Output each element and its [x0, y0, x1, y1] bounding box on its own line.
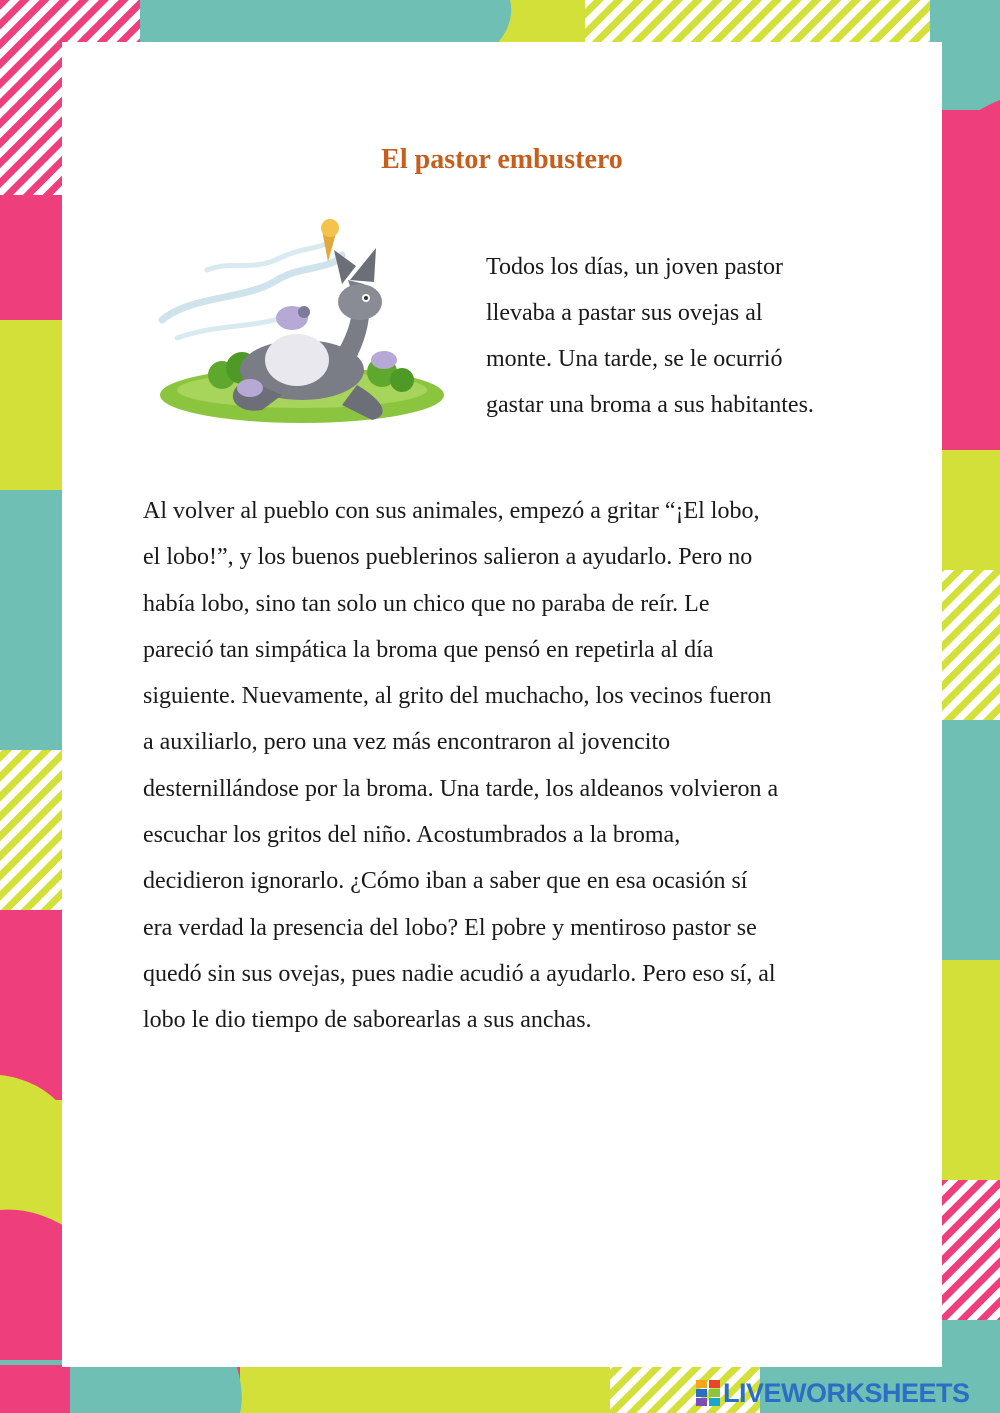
story-line: el lobo!”, y los buenos pueblerinos salieron a ayudarlo. Pero no	[143, 544, 753, 571]
story-line: quedó sin sus ovejas, pues nadie acudió a ayudarlo. Pero eso sí, al	[143, 960, 776, 987]
story-line: Al volver al pueblo con sus animales, empezó a gritar “¡El lobo,	[143, 498, 760, 524]
story-line: decidieron ignorarlo. ¿Cómo iban a saber que en esa ocasión sí	[143, 868, 748, 895]
worksheet-page	[62, 42, 942, 1367]
intro-line: Todos los días, un joven pastor	[486, 254, 783, 280]
wolf-illustration	[152, 210, 462, 432]
story-line: siguiente. Nuevamente, al grito del muchacho, los vecinos fueron	[143, 683, 772, 710]
watermark-text: LIVEWORKSHEETS	[723, 1377, 970, 1408]
intro-line: monte. Una tarde, se le ocurrió	[486, 346, 783, 372]
story-line: a auxiliarlo, pero una vez más encontraron al jovencito	[143, 729, 671, 756]
story-line: desternillándose por la broma. Una tarde, los aldeanos volvieron a	[143, 775, 779, 802]
liveworksheets-logo-icon	[696, 1380, 720, 1406]
story-line: pareció tan simpática la broma que pensó en repetirla al día	[143, 636, 714, 663]
story-line: había lobo, sino tan solo un chico que no paraba de reír. Le	[143, 590, 710, 617]
intro-paragraph	[486, 244, 926, 428]
story-line: era verdad la presencia del lobo? El pobre y mentiroso pastor se	[143, 914, 757, 941]
story-paragraph	[143, 488, 883, 1044]
page-title: El pastor embustero	[381, 144, 623, 175]
intro-line: llevaba a pastar sus ovejas al	[486, 300, 763, 326]
intro-line: gastar una broma a sus habitantes.	[486, 392, 814, 418]
story-line: escuchar los gritos del niño. Acostumbrados a la broma,	[143, 822, 681, 849]
liveworksheets-watermark[interactable]	[696, 1376, 970, 1410]
story-line: lobo le dio tiempo de saborearlas a sus anchas.	[143, 1007, 592, 1034]
